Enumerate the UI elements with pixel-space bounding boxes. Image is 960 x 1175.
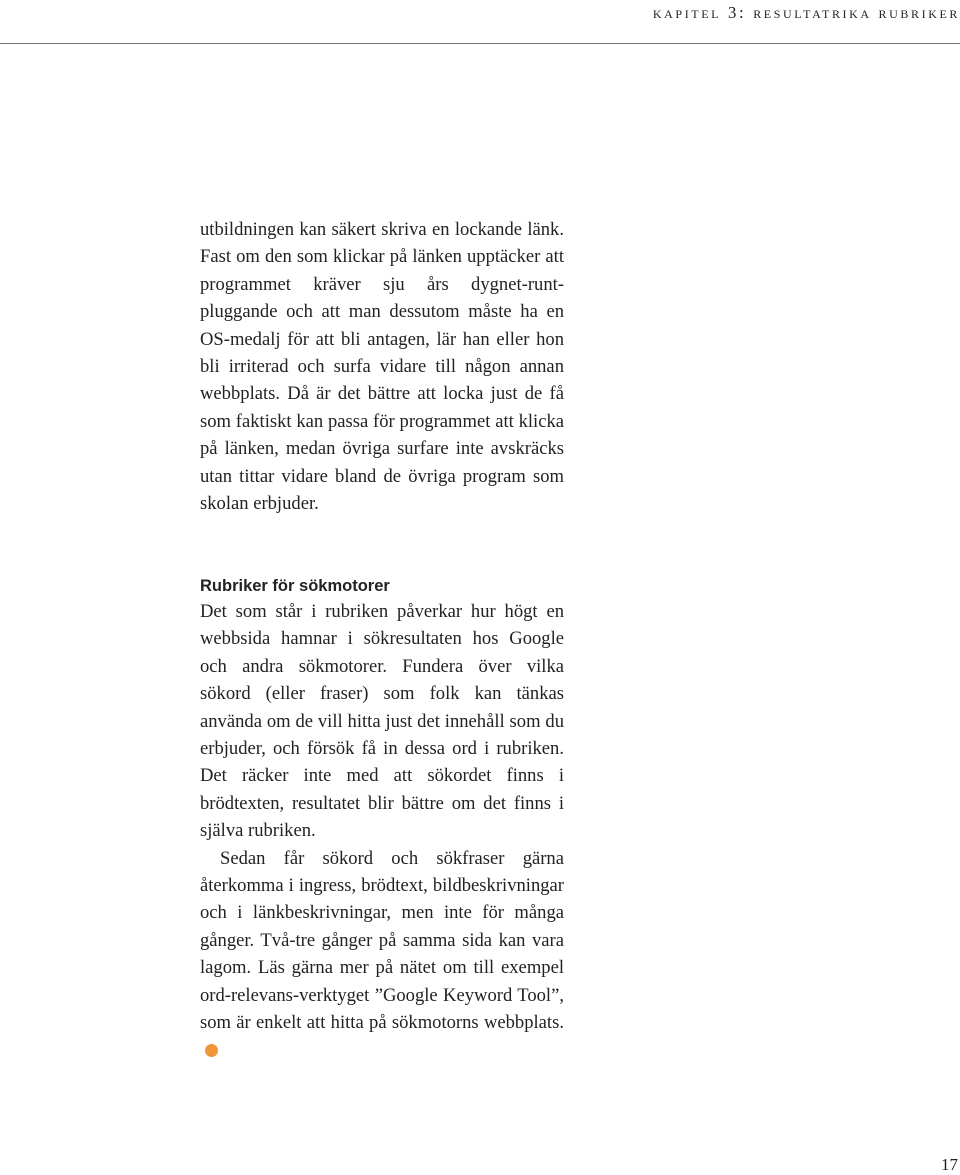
text-block-continuation (200, 216, 564, 517)
header-rule (0, 43, 960, 44)
text-block-section (200, 598, 564, 1064)
section-heading: Rubriker för sökmotorer (200, 577, 390, 595)
section-paragraph-2 (200, 845, 564, 1064)
end-of-article-dot-icon (205, 1044, 218, 1057)
running-header: kapitel 3: resultatrika rubriker (652, 3, 960, 22)
section-paragraph-2-text: Sedan får sökord och sökfraser gärna återkomma i ingress, brödtext, bildbeskrivningar och i länkbeskrivningar, men inte för många gånger. Två-tre gånger på samma sida kan vara lagom. Läs gärna mer på nätet om till exempel ord-relevans-verktyget ”Google Keyword Tool”, som är enkelt att hitta på sökmotorns webbplats. (200, 847, 564, 1034)
section-paragraph-1: Det som står i rubriken påverkar hur högt en webbsida hamnar i sökresultaten hos Google och andra sökmotorer. Fundera över vilka sökord (eller fraser) som folk kan tänkas använda om de vill hitta just det innehåll som du erbjuder, och försök få in dessa ord i rubriken. Det räcker inte med att sökordet finns i brödtexten, resultatet blir bättre om det finns i själva rubriken. (200, 601, 564, 842)
page-number: 17 (941, 1155, 958, 1174)
paragraph-continuation: utbildningen kan säkert skriva en lockande länk. Fast om den som klickar på länken upptäcker att programmet kräver sju års dygnet-runt-pluggande och att man dessutom måste ha en OS-medalj för att bli antagen, lär han eller hon bli irriterad och surfa vidare till någon annan webbplats. Då är det bättre att locka just de få som faktiskt kan passa för programmet att klicka på länken, medan övriga surfare inte avskräcks utan tittar vidare bland de övriga program som skolan erbjuder. (200, 219, 564, 515)
